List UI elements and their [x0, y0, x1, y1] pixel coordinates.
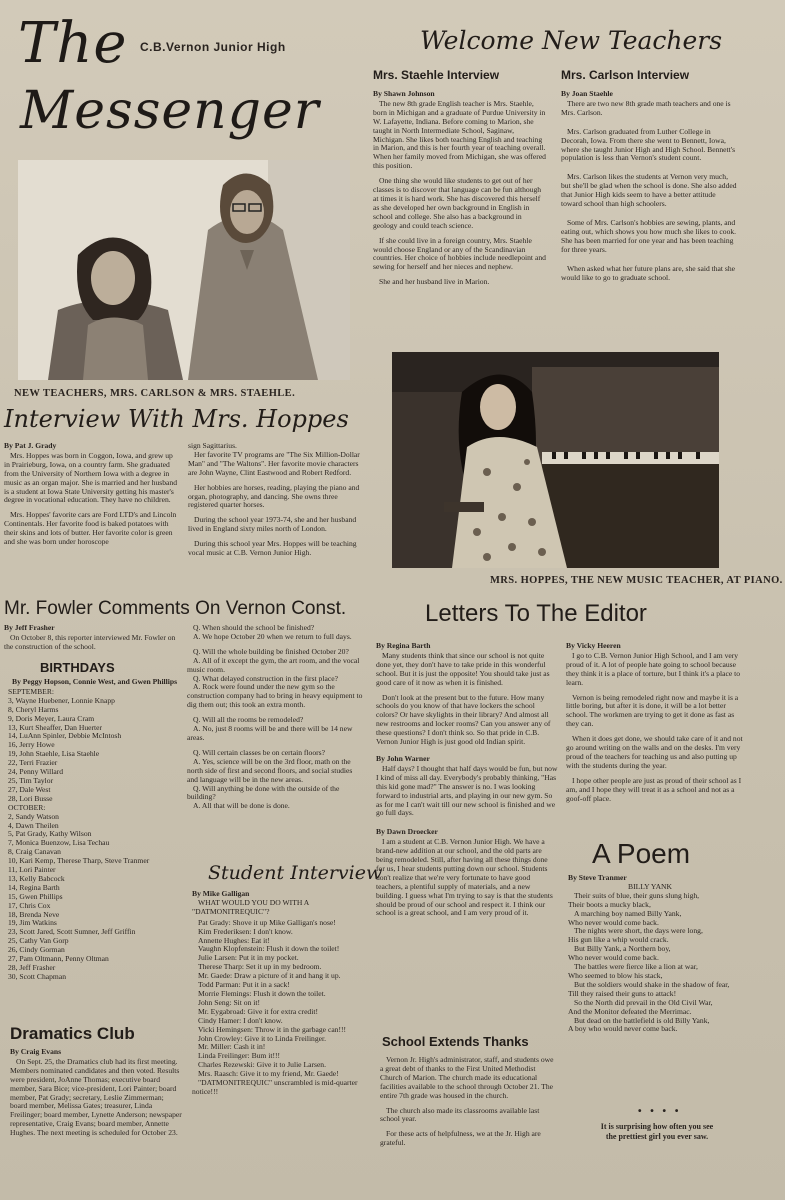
student-answer: Mr. Gaede: Draw a picture of it and hang it up. [198, 971, 341, 981]
poem-line: A marching boy named Billy Yank, [574, 908, 682, 918]
hoppes-p5: Her hobbies are horses, reading, playing the piano and organ, photography, and dancing. She owns three registered quarter horses. [188, 482, 360, 510]
teachers-photo [18, 160, 350, 380]
fowler-qa-2: Q. Will the whole building be finished October 20? [193, 646, 349, 656]
student-answer: Vaughn Klopfenstein: Flush it down the toilet! [198, 944, 340, 954]
poem-line: Their suits of blue, their guns slung high, [574, 890, 700, 900]
staehle-p3: If she could live in a foreign country, Mrs. Staehle would choose England or any of the Scandinavian countries. Her choice of hobbies include needlepoint and sewing for herself and her nieces and nephew. [373, 235, 546, 272]
birthday-entry: 19, John Staehle, Lisa Staehle [8, 750, 100, 759]
fowler-qa-11: A. All that will be done is done. [193, 801, 290, 811]
carlson-p3: Mrs. Carlson likes the students at Vernon very much, but she'll be glad when the school is done. She also added that Junior High kids seem to have a better attitude toward school than high schoolers. [561, 172, 737, 209]
birthday-entry: 15, Gwen Phillips [8, 892, 63, 901]
student-answer: Mrs. Raasch: Give it to my friend, Mr. Gaede! [198, 1069, 339, 1079]
fowler-title: Mr. Fowler Comments On Vernon Const. [4, 598, 347, 619]
letters-col2 [566, 642, 744, 810]
fowler-qa-10: Q. Will anything be done with the outside of the building? [187, 783, 340, 802]
student-answer: John Crowley: Give it to Linda Freilinger. [198, 1033, 327, 1043]
teachers-photo-caption: NEW TEACHERS, MRS. CARLSON & MRS. STAEHLE. [14, 388, 296, 399]
student-answer: Linda Freilinger: Bum it!!! [198, 1051, 281, 1061]
birthday-entry: 11, Lori Painter [8, 866, 56, 875]
birthday-entry: 24, Penny Willard [8, 768, 64, 777]
birthday-entry: 2, Sandy Watson [8, 812, 59, 821]
letters-title: Letters To The Editor [425, 600, 647, 627]
poem-line: The battles were fierce like a lion at war, [574, 962, 698, 972]
poem-line: Who seemed to blow his stack, [568, 970, 663, 980]
fowler-article-col1 [4, 624, 182, 658]
september-birthdays [8, 697, 180, 804]
letter1-p2: Don't look at the present but to the future. How many schools do you know of that have lockers the school colors? Or have skylights in their library? And almost all new restrooms and locker rooms? Can you answer any of these questions? I don't think so. So that pride in C.B. Vernon Junior High is just good old Indian spirit. [376, 692, 551, 747]
staehle-p1: The new 8th grade English teacher is Mrs. Staehle, born in Michigan and a graduate of Purdue University in W. Lafayette, Indiana. Before coming to Marion, she taught in North Intermediate School, Saginaw, Michigan. She likes both teaching English and teaching in Marion, and this is her fourth year of teaching overall. When her family moved from Michigan, she was offered this position. [373, 98, 546, 171]
student-answers [192, 919, 364, 1097]
masthead-title: Messenger [20, 81, 320, 141]
letters-col1 [376, 642, 558, 924]
hoppes-p4: Her favorite TV programs are "The Six Million-Dollar Man" and "The Waltons". Her favorite movie characters are John Wayne, Clint Eastwood and Robert Redford. [188, 449, 360, 477]
letter1-p1: Many students think that since our school is not quite done yet, they don't have to take pride in this wonderful school. But it is just the opposite! You should take just as good care of it now as when it is finished. [376, 650, 550, 687]
poem-line: But the soldiers would shake in the shadow of fear, [574, 979, 730, 989]
letter4-byline: By Vicky Heeren [566, 641, 621, 650]
fowler-intro: On October 8, this reporter interviewed Mr. Fowler on the construction of the school. [4, 632, 176, 651]
hoppes-photo-caption: MRS. HOPPES, THE NEW MUSIC TEACHER, AT PIANO. [490, 575, 783, 586]
hoppes-article-col2 [188, 442, 360, 564]
fowler-qa-3: A. All of it except the gym, the art room, and the vocal music room. [187, 655, 360, 674]
fowler-qa-9: A. Yes, science will be on the 3rd floor, math on the north side of first and second floors, and social studies and language will be in the new areas. [187, 756, 353, 784]
poem-line: A boy who would never come back. [568, 1024, 678, 1034]
hoppes-photo-image [392, 352, 719, 568]
carlson-article [561, 90, 738, 288]
birthday-entry: 30, Scott Chapman [8, 972, 67, 981]
poem-name: BILLY YANK [628, 881, 673, 891]
letter4-p1: I go to C.B. Vernon Junior High School, and I am very proud of it. A lot of people hate going to school because they think it is a place of torture, but I think it's a place to learn. [566, 650, 741, 687]
october-label: OCTOBER: [8, 803, 46, 812]
staehle-p4: She and her husband live in Marion. [379, 277, 490, 287]
student-interview-question: WHAT WOULD YOU DO WITH A "DATMONITREQUIC"? [192, 897, 309, 916]
thanks-p3: For these acts of helpfulness, we at the Jr. High are grateful. [380, 1129, 541, 1148]
student-answer: Annette Hughes: Eat it! [198, 935, 270, 945]
carlson-p1: There are two new 8th grade math teachers and one is Mrs. Carlson. [561, 98, 731, 117]
student-answer: Kim Frederiksen: I don't know. [198, 926, 293, 936]
poem-line: But dead on the battlefield is old Billy Yank, [574, 1015, 710, 1025]
student-answer: Therese Tharp: Set it up in my bedroom. [198, 962, 322, 972]
birthday-entry: 13, Kurt Sheaffer, Dan Huerter [8, 723, 103, 732]
october-birthdays [8, 813, 180, 982]
student-answer: Todd Parman: Put it in a sack! [198, 980, 290, 990]
student-answer: Cindy Hamer: I don't know. [198, 1015, 283, 1025]
student-answer: Pat Grady: Shove it up Mike Galligan's nose! [198, 917, 336, 927]
letter4-p2: Vernon is being remodeled right now and maybe it is a little boring, but after it is done, it will be a lot better school. The workmen are trying to get it done as fast as they can. [566, 692, 739, 729]
poem-article [568, 874, 750, 1034]
birthday-entry: 23, Scott Jared, Scott Sumner, Jeff Griffin [8, 928, 136, 937]
birthday-entry: 13, Kelly Babcock [8, 874, 65, 883]
birthday-entry: 10, Kari Kemp, Therese Tharp, Steve Tranmer [8, 857, 150, 866]
birthdays-title: BIRTHDAYS [40, 660, 115, 675]
student-interview-title: Student Interview [208, 862, 383, 884]
birthday-entry: 16, Jerry Howe [8, 741, 55, 750]
birthday-entry: 17, Chris Cox [8, 901, 51, 910]
student-answer: "DATMONITREQUIC" unscrambled is mid-quarter notice!!! [192, 1078, 358, 1096]
staehle-p2: One thing she would like students to get out of her classes is to discover that language can be fun although at times it is hard work. She has discovered this herself as she developed her own background in English in school and college. She also has a background in geology and could teach science. [373, 176, 542, 230]
birthdays-list [8, 678, 180, 982]
birthday-entry: 14, LuAnn Spinler, Debbie McIntosh [8, 732, 122, 741]
fowler-qa-4: Q. What delayed construction in the first place? [193, 673, 338, 683]
poem-line: The nights were short, the days were long, [574, 926, 703, 936]
hoppes-title: Interview With Mrs. Hoppes [4, 405, 349, 433]
poem-line: Who never would come back. [568, 953, 659, 963]
letter3-p1: I am a student at C.B. Vernon Junior High. We have a brand-new addition at our school, and the old parts are being remodeled. Still, after having all these things done for us, I hear students putting down our school. Students don't realize that we're very fortunate to have good teachers, a plentiful supply of materials, and a new building. I guess what I'm trying to say is that the students should be proud of our school and respect it. I think our school is a great school, and I am very proud of it. [376, 837, 553, 918]
fowler-article-col2 [187, 624, 365, 817]
thanks-article [380, 1056, 556, 1154]
fowler-qa-5: A. Rock were found under the new gym so the construction company had to bring in heavy equipment to dig them out; this took an extra month. [187, 682, 363, 710]
hoppes-p7: During this school year Mrs. Hoppes will be teaching vocal music at C.B. Vernon Junior High. [188, 539, 357, 558]
thanks-p1: Vernon Jr. High's administrator, staff, and students owe a great debt of thanks to the First United Methodist Church of Marion. The church made its educational facilities available to the school through October 21. The entire 7th grade was housed in the church. [380, 1055, 554, 1100]
poem-line: And the Monitor defeated the Merrimac. [568, 1006, 692, 1016]
student-interview-article [192, 890, 364, 1097]
fowler-byline: By Jeff Frasher [4, 623, 55, 632]
closing-quote: It is surprising how often you see the prettiest girl you ever saw. [600, 1122, 714, 1141]
september-label: SEPTEMBER: [8, 687, 54, 696]
fowler-qa-0: Q. When should the school be finished? [193, 623, 315, 632]
poem-line: So the North did prevail in the Old Civil War, [574, 997, 713, 1007]
birthday-entry: 27, Dale West [8, 785, 51, 794]
birthday-entry: 26, Cindy Gorman [8, 946, 65, 955]
dramatics-title: Dramatics Club [10, 1024, 135, 1043]
birthday-entry: 8, Cheryl Harms [8, 705, 59, 714]
thanks-p2: The church also made its classrooms available last school year. [380, 1105, 540, 1124]
birthday-entry: 5, Pat Grady, Kathy Wilson [8, 830, 92, 839]
student-answer: John Seng: Sit on it! [198, 997, 261, 1007]
letter2-byline: By John Warner [376, 753, 430, 763]
staehle-byline: By Shawn Johnson [373, 89, 435, 98]
staehle-article [373, 90, 546, 293]
hoppes-p3: sign Sagittarius. [188, 441, 237, 450]
dramatics-byline: By Craig Evans [10, 1047, 62, 1056]
student-answer: Morrie Flemings: Flush it down the toilet. [198, 988, 326, 998]
thanks-title: School Extends Thanks [382, 1034, 529, 1049]
welcome-heading: Welcome New Teachers [420, 26, 723, 55]
birthday-entry: 27, Pam Oltmann, Penny Oltman [8, 955, 109, 964]
carlson-p2: Mrs. Carlson graduated from Luther College in Decorah, Iowa. From there she went to Bennett, Iowa, where she taught Junior High and High School. Bennett's population is less than Vernon's student count. [561, 126, 736, 163]
birthday-entry: 18, Brenda Neve [8, 910, 60, 919]
dramatics-article [10, 1048, 182, 1144]
carlson-p5: When asked what her future plans are, she said that she would like to go to graduate school. [561, 263, 736, 282]
student-answer: Charles Rezewski: Give it to Julie Larsen. [198, 1060, 327, 1070]
birthday-entry: 28, Jeff Frasher [8, 964, 56, 972]
fowler-qa-8: Q. Will certain classes be on certain floors? [193, 747, 325, 757]
birthday-entry: 9, Doris Meyer, Laura Cram [8, 714, 95, 723]
poem-line: Their boots a mucky black, [568, 899, 651, 909]
carlson-p4: Some of Mrs. Carlson's hobbies are sewing, plants, and eating out, which shows you how much she likes to cook. She has been married for one year and has been teaching for three years. [561, 217, 737, 254]
hoppes-article-col1 [4, 442, 179, 553]
staehle-title: Mrs. Staehle Interview [373, 68, 500, 82]
birthday-entry: 22, Terri Frazier [8, 759, 58, 768]
birthday-entry: 25, Cathy Van Gorp [8, 937, 69, 946]
letter3-byline: By Dawn Droecker [376, 827, 438, 837]
poem-line: Who never would come back. [568, 917, 659, 927]
hoppes-p2: Mrs. Hoppes' favorite cars are Ford LTD's and Lincoln Continentals. Her favorite food is baked potatoes with their skins and lots of butter. Her favorite color is green and she was born under horoscope [4, 510, 177, 547]
fowler-qa-6: Q. Will all the rooms be remodeled? [193, 715, 304, 725]
birthday-entry: 25, Tim Taylor [8, 776, 54, 785]
poem-lines [568, 892, 750, 1035]
poem-byline: By Steve Tranmer [568, 873, 627, 882]
birthday-entry: 19, Jim Watkins [8, 919, 57, 928]
poem-title: A Poem [592, 838, 691, 869]
carlson-byline: By Joan Staehle [561, 89, 613, 98]
fowler-qa-1: A. We hope October 20 when we return to full days. [193, 631, 352, 641]
birthday-entry: 4, Dawn Theilen [8, 821, 59, 830]
dramatics-text: On Sept. 25, the Dramatics club had its first meeting. Members nominated candidates and then voted. Results were president, JoAnne Thomas; executive board member, Sara Bice; vice-president, Lori Painter; board member, Pat Grady; secretary, Leslie Zimmerman; board member, Melissa Gates; treasurer, Linda Freilinger; board member, Lynette Anderson; newspaper representative, Craig Evans; board member, Annette Hughes. The next meeting is scheduled for October 23. [10, 1056, 182, 1138]
poem-separator: • • • • [638, 1106, 682, 1117]
student-answer: Mr. Eygabroad: Give it for extra credit! [198, 1006, 318, 1016]
birthday-entry: 14, Regina Barth [8, 883, 60, 892]
poem-line: His gun like a whip would crack. [568, 935, 669, 945]
poem-line: Till they raised their guns to attack! [568, 988, 677, 998]
birthday-entry: 28, Lori Busse [8, 794, 53, 803]
fowler-qa-7: A. No, just 8 rooms will be and there will be 14 new areas. [187, 724, 353, 742]
birthdays-byline: By Peggy Hopson, Connie West, and Gwen Phillips [12, 677, 178, 686]
letter2-p1: Half days? I thought that half days would be fun, but now I kind of miss all day. Everybody's probably thinking, "Has this kid gone mad?" The answer is no. I was looking forward to industrial arts, and playing in our new gym. So as for me I can't wait till our new school is finished and we go full days. [376, 763, 558, 818]
hoppes-photo [392, 352, 719, 568]
hoppes-p1: Mrs. Hoppes was born in Coggon, Iowa, and grew up in Prairieburg, Iowa, on a country farm. She graduated from the University of Northern Iowa with a degree in music as an organ major. She is married and her husband is a student at Iowa State University getting his master's degree in vocational education. They have no children. [4, 450, 177, 505]
masthead-the: The [18, 11, 128, 76]
birthday-entry: 7, Monica Buenzow, Lisa Techau [8, 839, 110, 848]
student-answer: Mr. Miller: Cash it in! [198, 1042, 266, 1052]
masthead-school-name: C.B.Vernon Junior High [140, 40, 286, 54]
carlson-title: Mrs. Carlson Interview [561, 68, 690, 82]
letter4-p4: I hope other people are just as proud of their school as I am, and I hope they will treat it as a school and not as a goof-off place. [566, 775, 742, 803]
poem-line: But Billy Yank, a Northern boy, [574, 944, 671, 954]
student-interview-byline: By Mike Galligan [192, 889, 250, 898]
birthday-entry: 8, Craig Canavan [8, 848, 61, 857]
hoppes-p6: During the school year 1973-74, she and her husband lived in England sixty miles north of London. [188, 515, 357, 534]
hoppes-byline: By Pat J. Grady [4, 441, 57, 450]
letter1-byline: By Regina Barth [376, 641, 431, 650]
student-answer: Julie Larsen: Put it in my pocket. [198, 953, 299, 963]
teachers-photo-image [18, 160, 350, 380]
birthday-entry: 3, Wayne Huebener, Lonnie Knapp [8, 696, 115, 705]
student-answer: Vicki Hemingsen: Throw it in the garbage can!!! [198, 1024, 347, 1034]
letter4-p3: When it does get done, we should take care of it and not go around writing on the walls and on the desks. I'm very proud of the teachers for teaching us and also putting up with the students during the year. [566, 734, 743, 770]
